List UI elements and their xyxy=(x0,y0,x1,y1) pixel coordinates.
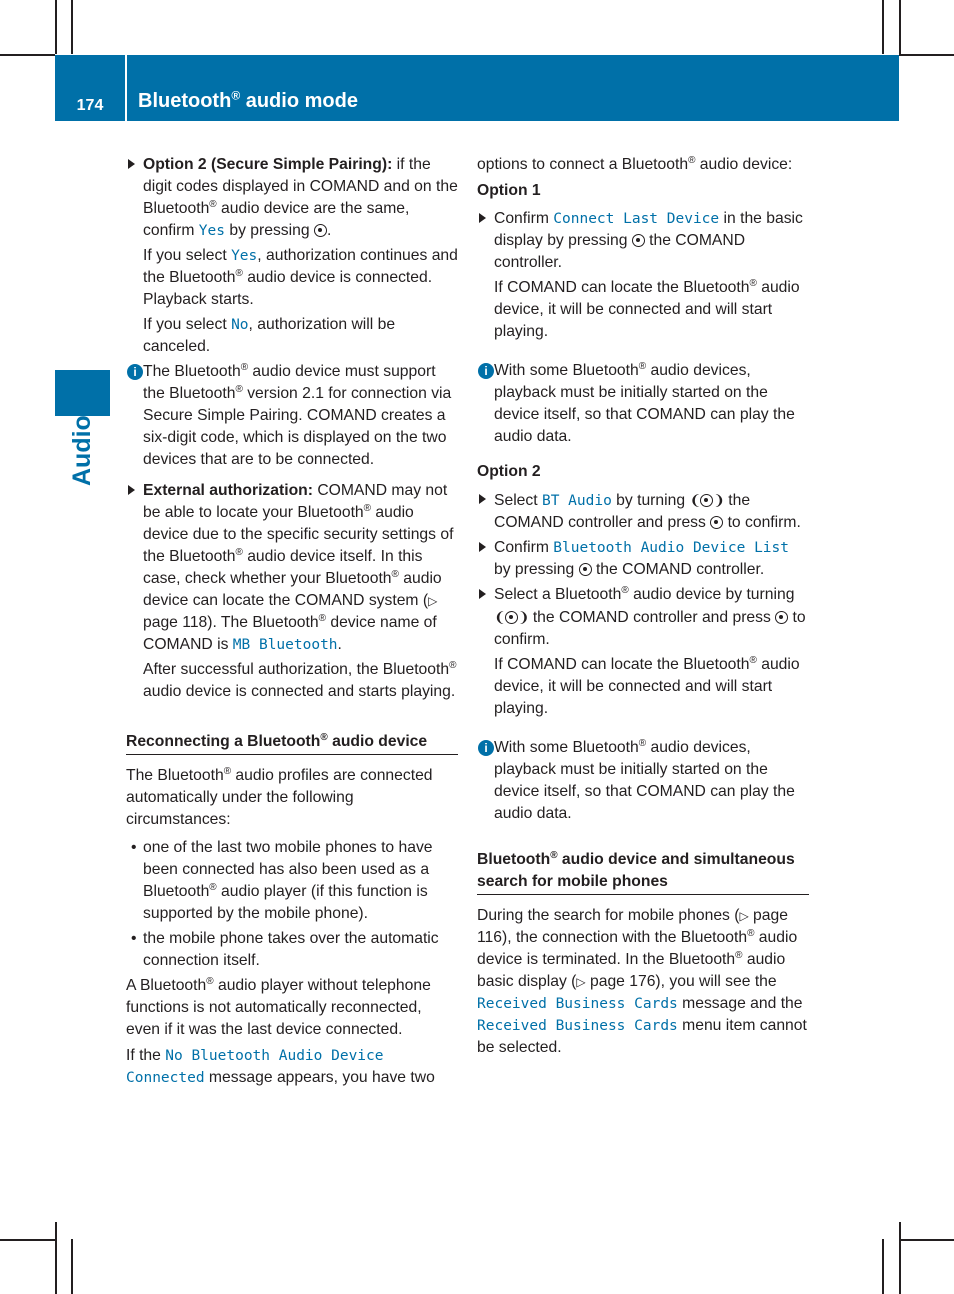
result-located-1: If COMAND can locate the Bluetooth® audio device, it will be connected and will start playing. xyxy=(494,277,800,340)
turn-controller-icon: ❨ ❩ xyxy=(494,609,529,625)
list-item: • one of the last two mobile phones to have been connected has also been used as a Bluetooth® audio player (if this function is supported by the mobile phone). xyxy=(131,839,433,922)
crop-mark xyxy=(71,1239,73,1294)
paragraph-search: During the search for mobile phones (▷ page 116), the connection with the Bluetooth® audio device is terminated. In the Bluetooth® audio basic display (▷ page 176), you will see the Received Business Cards message and the Received Business Cards menu item cannot be selected. xyxy=(477,907,807,1056)
option-2-heading: Option 2 xyxy=(477,463,541,480)
page-number: 174 xyxy=(76,97,104,114)
step-confirm-connect-last: Confirm Connect Last Device in the basic display by pressing the COMAND controller. xyxy=(477,208,809,274)
page-reference-arrow-icon: ▷ xyxy=(428,594,438,608)
page-reference-arrow-icon: ▷ xyxy=(739,909,749,923)
crop-mark xyxy=(882,0,884,54)
info-note-simple-pairing: i The Bluetooth® audio device must support the Bluetooth® version 2.1 for connection via Secure Simple Pairing. COMAND creates a six-digit code, which is displayed on the two devices that are to be connected. xyxy=(126,361,458,471)
option-1-heading: Option 1 xyxy=(477,182,541,199)
crop-mark xyxy=(55,0,57,54)
crop-mark xyxy=(899,1239,954,1241)
result-authorized: After successful authorization, the Bluetooth® audio device is connected and starts playing. xyxy=(143,659,457,700)
crop-mark xyxy=(71,0,73,54)
result-yes: If you select Yes, authorization continues and the Bluetooth® audio device is connected. Playback starts. xyxy=(143,247,458,308)
info-note-playback-1: i With some Bluetooth® audio devices, playback must be initially started on the device itself, so that COMAND can play the audio data. xyxy=(477,360,809,448)
page-title: Bluetooth® audio mode xyxy=(138,88,358,112)
press-controller-icon xyxy=(505,611,518,624)
press-controller-icon xyxy=(710,516,723,529)
info-icon: i xyxy=(127,364,143,380)
section-heading-reconnecting: Reconnecting a Bluetooth® audio device xyxy=(126,731,458,755)
section-tab-label: Audio xyxy=(68,415,96,486)
step-external-authorization: External authorization: COMAND may not be able to locate your Bluetooth® audio device due to the specific security settings of the Bluetooth® audio device itself. In this case, check whether your Bluetooth® audio device can locate the COMAND system (▷ page 118). The Bluetooth® device name of COMAND is MB Bluetooth. xyxy=(126,480,458,656)
result-no: If you select No, authorization will be canceled. xyxy=(143,316,396,355)
crop-mark xyxy=(899,0,901,54)
step-arrow-icon xyxy=(479,494,486,504)
crop-mark xyxy=(899,1222,901,1294)
step-arrow-icon xyxy=(128,485,135,495)
info-note-playback-2: i With some Bluetooth® audio devices, playback must be initially started on the device itself, so that COMAND can play the audio data. xyxy=(477,737,809,825)
section-heading-search: Bluetooth® audio device and simultaneous search for mobile phones xyxy=(477,849,809,895)
press-controller-icon xyxy=(700,494,713,507)
step-arrow-icon xyxy=(479,213,486,223)
crop-mark xyxy=(0,1239,55,1241)
info-icon: i xyxy=(478,363,494,379)
step-arrow-icon xyxy=(128,159,135,169)
press-controller-icon xyxy=(314,224,327,237)
step-arrow-icon xyxy=(479,542,486,552)
step-select-device: Select a Bluetooth® audio device by turning ❨ ❩ the COMAND controller and press to confirm. xyxy=(477,584,809,651)
press-controller-icon xyxy=(579,563,592,576)
section-tab-marker xyxy=(55,370,110,416)
header-divider xyxy=(125,55,127,121)
right-column xyxy=(477,154,809,1059)
step-arrow-icon xyxy=(479,589,486,599)
result-located-2: If COMAND can locate the Bluetooth® audio device, it will be connected and will start playing. xyxy=(494,654,800,717)
paragraph-options: options to connect a Bluetooth® audio device: xyxy=(477,154,793,173)
step-option-2: Option 2 (Secure Simple Pairing): if the digit codes displayed in COMAND and on the Bluetooth® audio device are the same, confirm Yes by pressing . xyxy=(126,154,458,242)
crop-mark xyxy=(0,54,55,56)
paragraph-profiles: The Bluetooth® audio profiles are connected automatically under the following circumstances: xyxy=(126,765,433,828)
crop-mark xyxy=(899,54,954,56)
crop-mark xyxy=(55,1222,57,1294)
press-controller-icon xyxy=(632,234,645,247)
page-reference-arrow-icon: ▷ xyxy=(576,975,586,989)
step-confirm-device-list: Confirm Bluetooth Audio Device List by pressing the COMAND controller. xyxy=(477,537,809,581)
turn-controller-icon: ❨ ❩ xyxy=(689,492,724,508)
paragraph-message: If the No Bluetooth Audio Device Connected message appears, you have two xyxy=(126,1047,435,1086)
crop-mark xyxy=(882,1239,884,1294)
step-select-bt-audio: Select BT Audio by turning ❨ ❩ the COMAND controller and press to confirm. xyxy=(477,489,809,534)
press-controller-icon xyxy=(775,611,788,624)
list-item: • the mobile phone takes over the automatic connection itself. xyxy=(131,930,439,969)
paragraph-player: A Bluetooth® audio player without telephone functions is not automatically reconnected, even if it was the last device connected. xyxy=(126,975,431,1038)
info-icon: i xyxy=(478,740,494,756)
left-column xyxy=(126,154,458,1089)
